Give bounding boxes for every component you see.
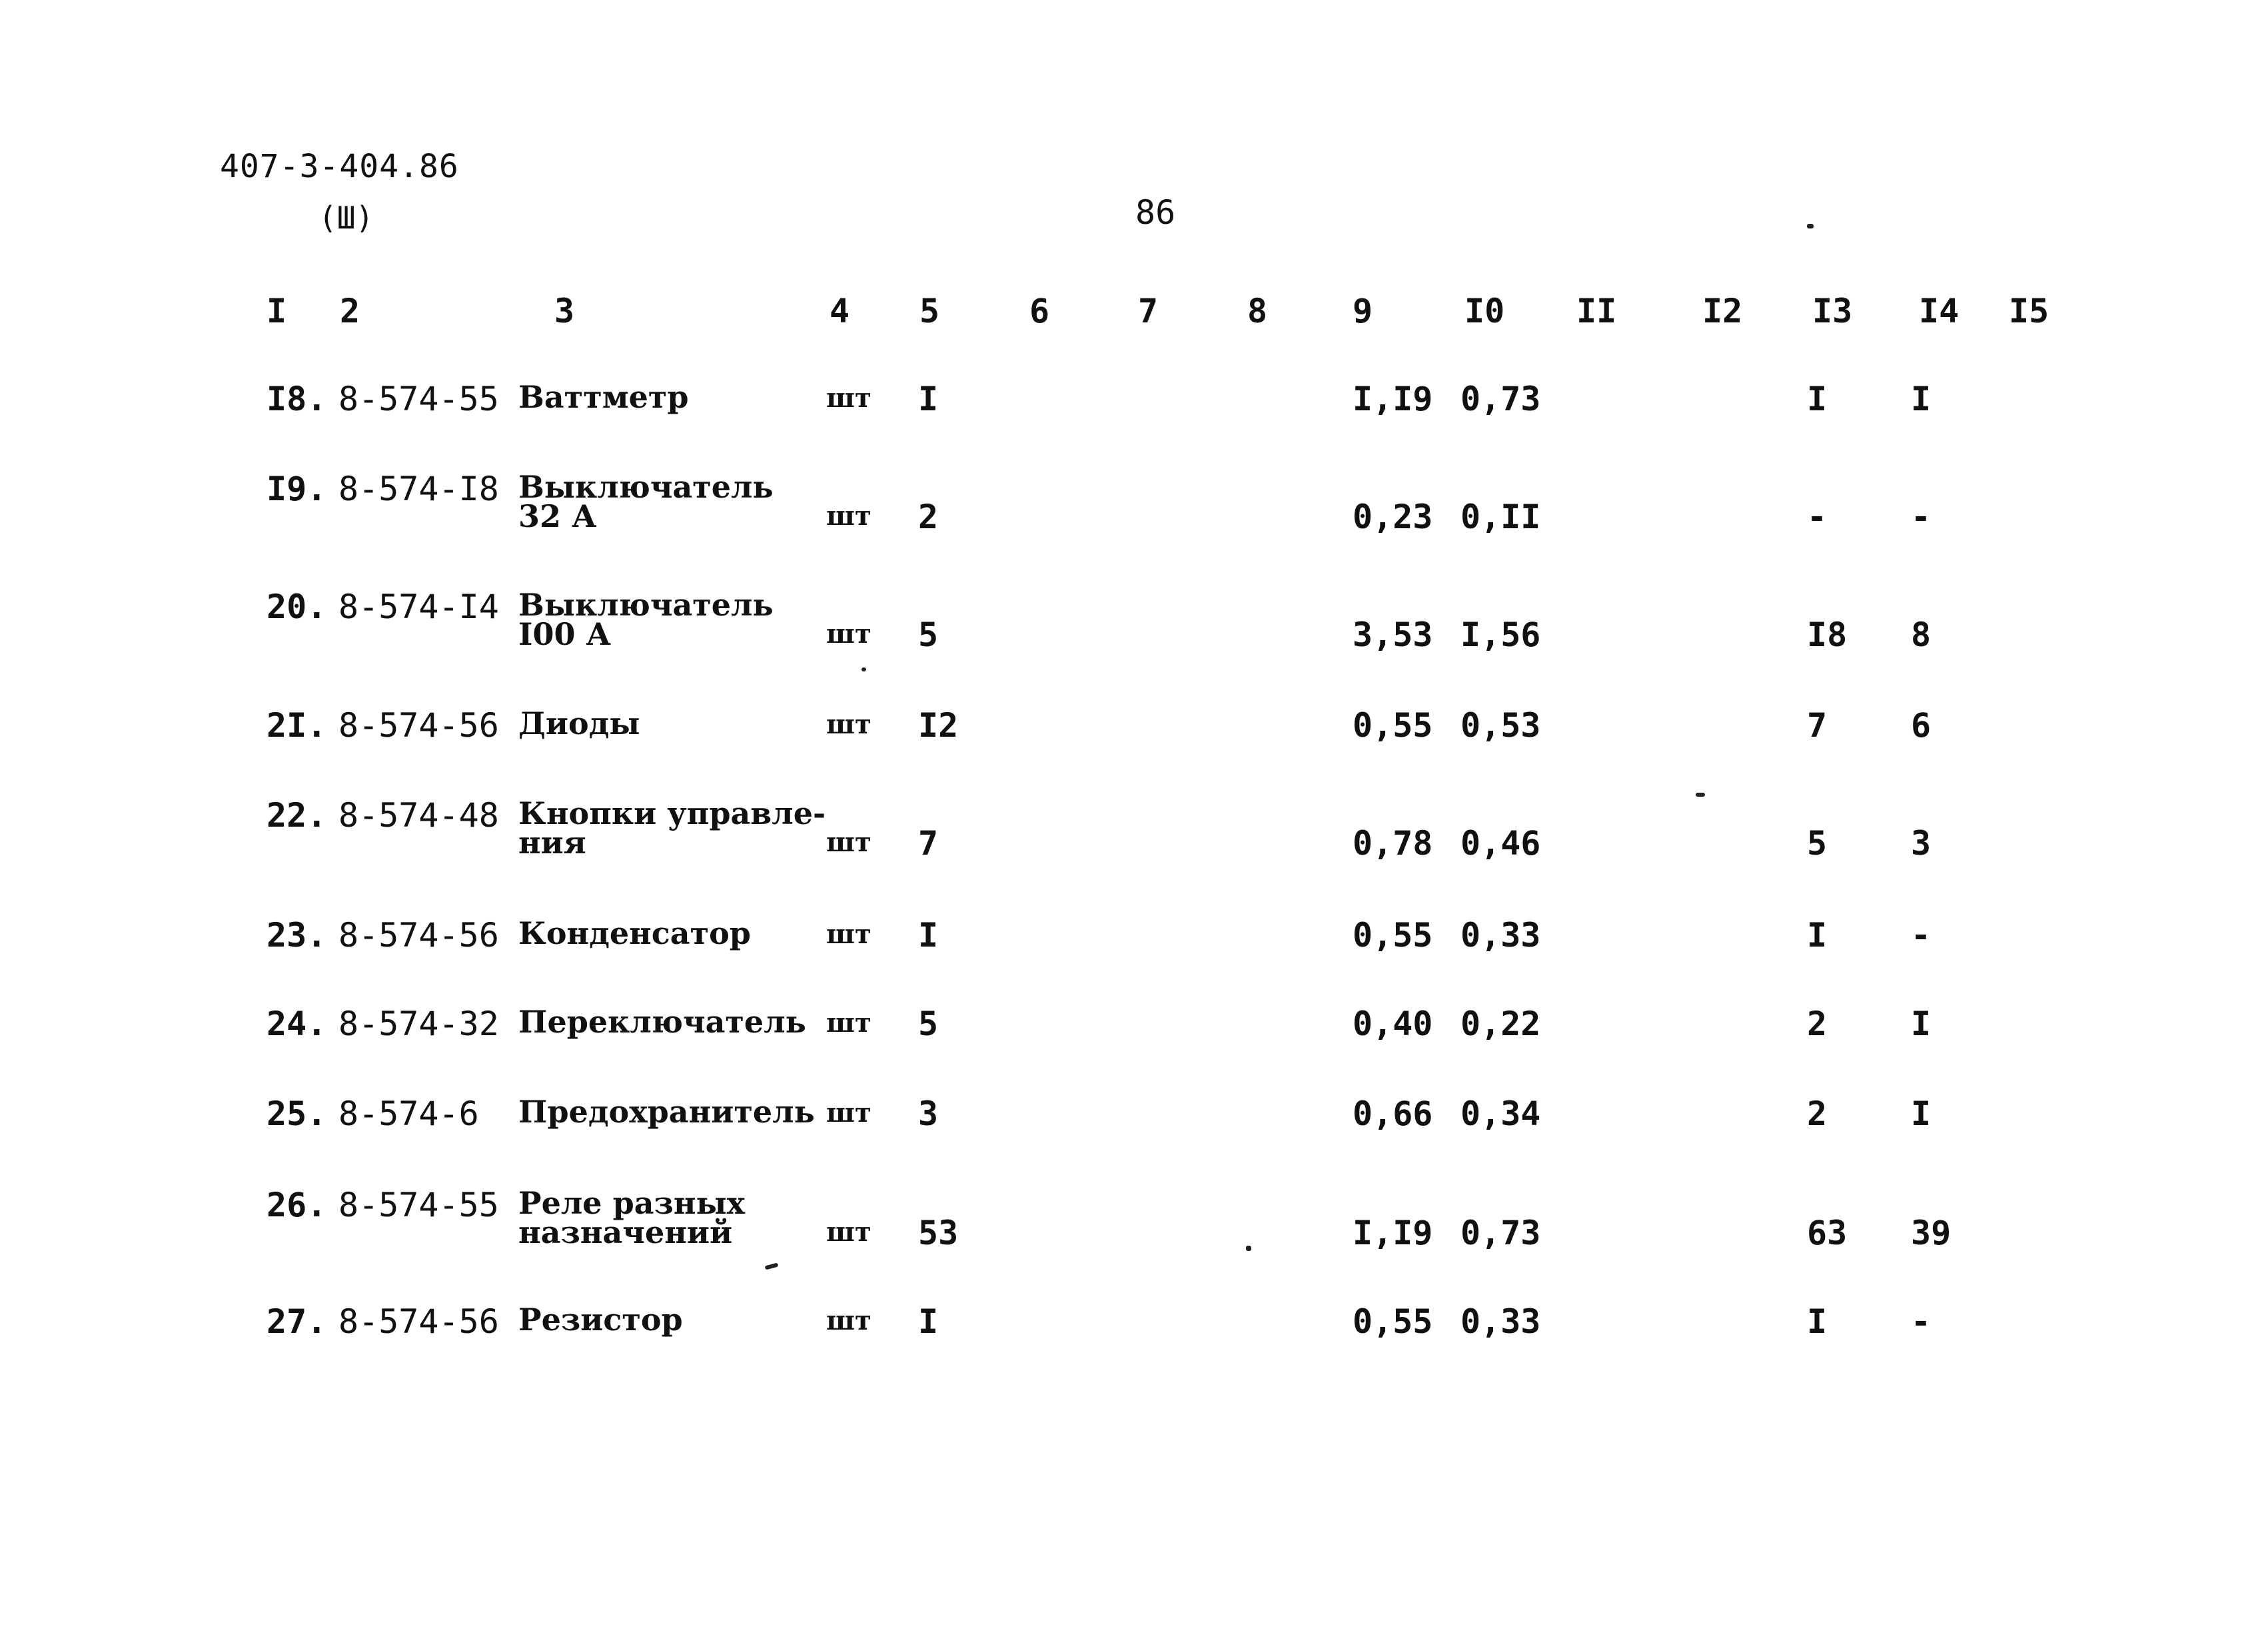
row-number: 26. bbox=[267, 1186, 327, 1224]
row-col9: I,I9 bbox=[1353, 380, 1433, 418]
row-col10: 0,46 bbox=[1460, 824, 1541, 863]
row-col10: 0,73 bbox=[1460, 380, 1541, 418]
row-col10: I,56 bbox=[1460, 616, 1541, 654]
row-unit: шт bbox=[826, 1007, 871, 1038]
row-name: Реле разных назначений bbox=[518, 1185, 746, 1250]
row-col10: 0,33 bbox=[1460, 916, 1541, 955]
row-qty: 5 bbox=[918, 616, 939, 654]
column-header-9: 9 bbox=[1353, 292, 1373, 330]
row-number: 25. bbox=[267, 1094, 327, 1133]
row-col14: I bbox=[1911, 1005, 1932, 1043]
row-name: Ваттметр bbox=[518, 379, 689, 415]
row-number: 20. bbox=[267, 588, 327, 626]
row-name: Выключатель I00 А bbox=[518, 587, 774, 652]
column-header-7: 7 bbox=[1138, 292, 1159, 330]
column-header-6: 6 bbox=[1029, 292, 1050, 330]
row-col10: 0,73 bbox=[1460, 1214, 1541, 1252]
row-qty: 5 bbox=[918, 1005, 939, 1043]
row-col14: - bbox=[1911, 1302, 1932, 1341]
column-header-1: I bbox=[267, 292, 287, 330]
row-col14: - bbox=[1911, 498, 1932, 536]
column-header-14: I4 bbox=[1919, 292, 1960, 330]
row-col9: 3,53 bbox=[1353, 616, 1433, 654]
row-number: 27. bbox=[267, 1302, 327, 1341]
row-col9: 0,55 bbox=[1353, 916, 1433, 955]
row-col13: 2 bbox=[1807, 1005, 1828, 1043]
row-col14: 39 bbox=[1911, 1214, 1952, 1252]
document-code: 407-3-404.86 bbox=[220, 148, 459, 185]
row-col9: 0,23 bbox=[1353, 498, 1433, 536]
row-col9: 0,55 bbox=[1353, 706, 1433, 745]
row-unit: шт bbox=[826, 1097, 871, 1128]
column-header-12: I2 bbox=[1702, 292, 1743, 330]
row-code: 8-574-56 bbox=[338, 1302, 499, 1341]
row-number: 24. bbox=[267, 1005, 327, 1043]
row-col14: - bbox=[1911, 916, 1932, 955]
row-col9: 0,66 bbox=[1353, 1094, 1433, 1133]
row-col10: 0,II bbox=[1460, 498, 1541, 536]
row-col10: 0,33 bbox=[1460, 1302, 1541, 1341]
page-number: 86 bbox=[1135, 193, 1176, 232]
row-number: I9. bbox=[267, 470, 327, 508]
row-col9: I,I9 bbox=[1353, 1214, 1433, 1252]
column-header-8: 8 bbox=[1247, 292, 1268, 330]
scan-speck bbox=[765, 1263, 779, 1270]
section-mark: (Ш) bbox=[318, 200, 374, 236]
row-col14: 8 bbox=[1911, 616, 1932, 654]
row-col13: I bbox=[1807, 380, 1828, 418]
row-qty: 2 bbox=[918, 498, 939, 536]
row-qty: 53 bbox=[918, 1214, 959, 1252]
scan-speck bbox=[861, 667, 866, 671]
column-header-4: 4 bbox=[830, 292, 850, 330]
column-header-10: I0 bbox=[1464, 292, 1505, 330]
row-col14: 3 bbox=[1911, 824, 1932, 863]
row-code: 8-574-32 bbox=[338, 1005, 499, 1043]
row-col13: I8 bbox=[1807, 616, 1848, 654]
row-name: Конденсатор bbox=[518, 915, 751, 951]
row-col13: 63 bbox=[1807, 1214, 1848, 1252]
row-code: 8-574-55 bbox=[338, 380, 499, 418]
row-col13: I bbox=[1807, 1302, 1828, 1341]
row-unit: шт bbox=[826, 382, 871, 414]
row-unit: шт bbox=[826, 618, 871, 649]
row-col9: 0,55 bbox=[1353, 1302, 1433, 1341]
row-col10: 0,22 bbox=[1460, 1005, 1541, 1043]
row-number: I8. bbox=[267, 380, 327, 418]
row-col10: 0,53 bbox=[1460, 706, 1541, 745]
row-col9: 0,78 bbox=[1353, 824, 1433, 863]
row-code: 8-574-55 bbox=[338, 1186, 499, 1224]
row-col14: 6 bbox=[1911, 706, 1932, 745]
row-unit: шт bbox=[826, 1216, 871, 1248]
column-header-11: II bbox=[1576, 292, 1617, 330]
row-name: Переключатель bbox=[518, 1004, 806, 1040]
column-header-2: 2 bbox=[340, 292, 360, 330]
row-code: 8-574-56 bbox=[338, 706, 499, 745]
row-qty: I bbox=[918, 916, 939, 955]
column-header-15: I5 bbox=[2009, 292, 2049, 330]
row-code: 8-574-48 bbox=[338, 796, 499, 835]
row-code: 8-574-56 bbox=[338, 916, 499, 955]
row-col9: 0,40 bbox=[1353, 1005, 1433, 1043]
row-qty: I bbox=[918, 1302, 939, 1341]
row-number: 22. bbox=[267, 796, 327, 835]
row-name: Предохранитель bbox=[518, 1094, 815, 1130]
row-code: 8-574-I8 bbox=[338, 470, 499, 508]
row-col13: 7 bbox=[1807, 706, 1828, 745]
scan-speck bbox=[1246, 1246, 1251, 1251]
row-col10: 0,34 bbox=[1460, 1094, 1541, 1133]
row-qty: 3 bbox=[918, 1094, 939, 1133]
row-col14: I bbox=[1911, 1094, 1932, 1133]
row-unit: шт bbox=[826, 919, 871, 950]
row-number: 23. bbox=[267, 916, 327, 955]
row-unit: шт bbox=[826, 709, 871, 740]
row-code: 8-574-6 bbox=[338, 1094, 479, 1133]
row-name: Резистор bbox=[518, 1302, 683, 1338]
row-col13: - bbox=[1807, 498, 1828, 536]
row-col13: 5 bbox=[1807, 824, 1828, 863]
row-code: 8-574-I4 bbox=[338, 588, 499, 626]
row-qty: I2 bbox=[918, 706, 959, 745]
row-col14: I bbox=[1911, 380, 1932, 418]
row-col13: I bbox=[1807, 916, 1828, 955]
row-unit: шт bbox=[826, 500, 871, 532]
row-unit: шт bbox=[826, 827, 871, 858]
column-header-3: 3 bbox=[554, 292, 575, 330]
row-col13: 2 bbox=[1807, 1094, 1828, 1133]
scan-speck bbox=[1807, 224, 1814, 228]
row-name: Кнопки управле- ния bbox=[518, 795, 826, 861]
row-name: Выключатель 32 А bbox=[518, 469, 774, 534]
row-number: 2I. bbox=[267, 706, 327, 745]
column-header-5: 5 bbox=[919, 292, 940, 330]
row-unit: шт bbox=[826, 1305, 871, 1336]
row-name: Диоды bbox=[518, 705, 640, 741]
scan-speck bbox=[1696, 793, 1705, 797]
column-header-13: I3 bbox=[1812, 292, 1853, 330]
row-qty: 7 bbox=[918, 824, 939, 863]
row-qty: I bbox=[918, 380, 939, 418]
